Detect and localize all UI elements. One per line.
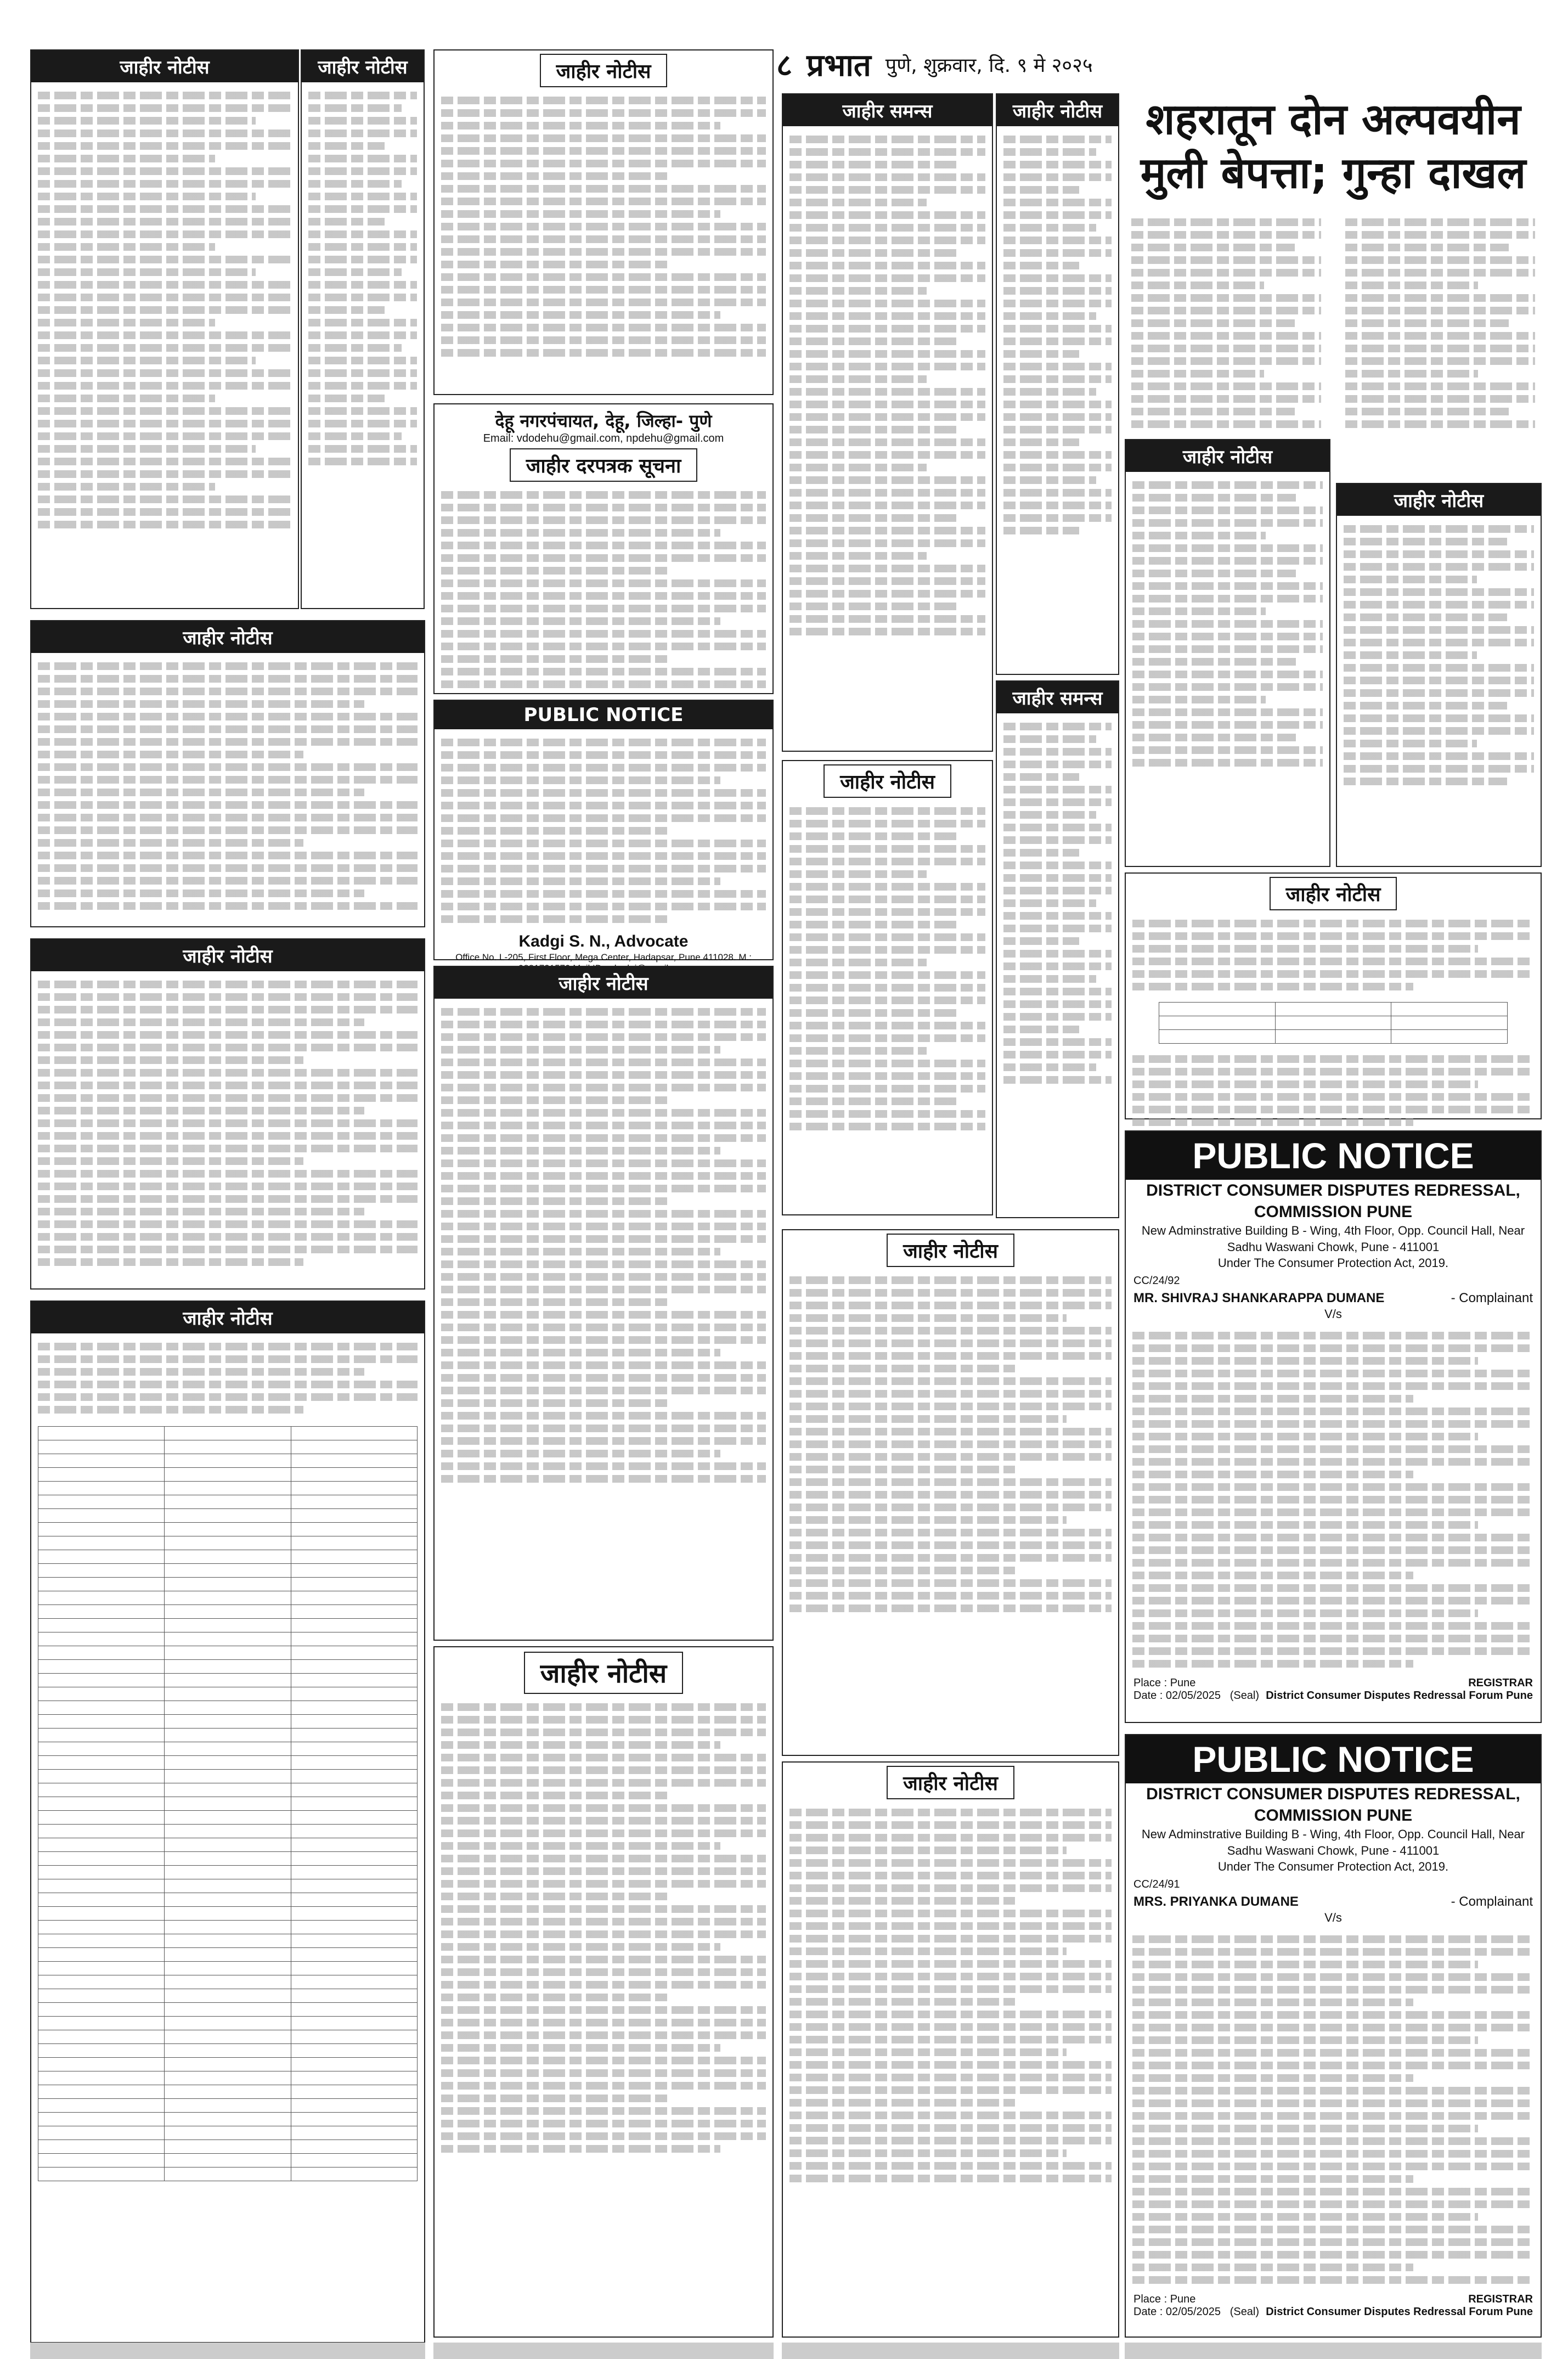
consumer-title: DISTRICT CONSUMER DISPUTES REDRESSAL, COMMISSION PUNE (1146, 1181, 1520, 1221)
footer-bar (1125, 2343, 1542, 2359)
newspaper-name: प्रभात (806, 48, 871, 83)
notice-heading: जाहीर नोटीस (31, 939, 424, 971)
complainant-label: - Complainant (1451, 1291, 1533, 1306)
public-notice-heading: PUBLIC NOTICE (1126, 1131, 1541, 1180)
registrar: REGISTRAR (1468, 2293, 1533, 2305)
place: Place : Pune (1133, 2293, 1196, 2305)
notice-heading: जाहीर नोटीस (31, 50, 298, 82)
notice-heading: जाहीर नोटीस (1337, 484, 1541, 516)
consumer-address: New Adminstrative Building B - Wing, 4th Floor, Opp. Council Hall, Near Sadhu Waswani Chowk, Pune - 411001 (1141, 1827, 1525, 1857)
place: Place : Pune (1133, 1676, 1196, 1689)
consumer-notice-2 (1125, 1734, 1542, 2338)
notice-heading: जाहीर नोटीस (524, 1652, 683, 1694)
samans-b (996, 680, 1119, 1218)
notice-heading: जाहीर नोटीस (302, 50, 424, 82)
notice-heading: जाहीर नोटीस (1126, 440, 1329, 472)
notice-col45-a (782, 1229, 1119, 1756)
case-number: CC/24/92 (1133, 1275, 1180, 1287)
notice-heading: जाहीर नोटीस (997, 94, 1118, 126)
seal: (Seal) (1229, 1689, 1260, 1702)
consumer-act: Under The Consumer Protection Act, 2019. (1217, 1256, 1449, 1270)
footer-bar (433, 2343, 774, 2359)
notice-col3-b (433, 966, 774, 1641)
dehu-subheading: जाहीर दरपत्रक सूचना (510, 448, 698, 482)
dehu-title: देहू नगरपंचायत, देहू, जिल्हा- पुणे (495, 410, 712, 431)
consumer-address: New Adminstrative Building B - Wing, 4th Floor, Opp. Council Hall, Near Sadhu Waswani Chowk, Pune - 411001 (1141, 1224, 1525, 1254)
notice-table (1159, 1002, 1508, 1044)
notice-heading: जाहीर नोटीस (540, 54, 668, 87)
news-headline: शहरातून दोन अल्पवयीन मुली बेपत्ता; गुन्हा दाखल (1140, 95, 1526, 198)
kadgi-signature: Kadgi S. N., Advocate (518, 932, 689, 950)
notice-col67-a (1125, 872, 1542, 1119)
notice-table-block (30, 1300, 425, 2343)
case-number: CC/24/91 (1133, 1878, 1180, 1891)
public-notice-heading: PUBLIC NOTICE (1126, 1735, 1541, 1783)
consumer-title: DISTRICT CONSUMER DISPUTES REDRESSAL, COMMISSION PUNE (1146, 1785, 1520, 1825)
notice-col7-a (1336, 483, 1542, 867)
samans-heading: जाहीर समन्स (783, 94, 992, 126)
notice-wide-b (30, 938, 425, 1290)
notice-col3-c (433, 1646, 774, 2338)
news-article (1125, 93, 1542, 433)
complainant-name: MR. SHIVRAJ SHANKARAPPA DUMANE (1133, 1291, 1385, 1306)
footer-bar (30, 2343, 425, 2359)
notice-heading: जाहीर नोटीस (824, 764, 951, 798)
dehu-notice (433, 403, 774, 694)
consumer-notice-1 (1125, 1130, 1542, 1723)
notice-col1-a (30, 49, 299, 609)
dehu-email: Email: vdodehu@gmail.com, npdehu@gmail.com (483, 432, 724, 444)
notice-col2-a (301, 49, 425, 609)
notice-heading: जाहीर नोटीस (1270, 877, 1397, 910)
complainant-label: - Complainant (1451, 1894, 1533, 1910)
notice-col5-a (996, 93, 1119, 675)
public-notice-heading: PUBLIC NOTICE (435, 701, 772, 729)
masthead (776, 45, 1555, 83)
consumer-act: Under The Consumer Protection Act, 2019. (1217, 1860, 1449, 1874)
notice-col45-b (782, 1761, 1119, 2338)
land-table (38, 1426, 418, 2181)
notice-heading: जाहीर नोटीस (31, 621, 424, 653)
samans-a (782, 93, 993, 752)
notice-heading: जाहीर नोटीस (31, 1302, 424, 1333)
kadgi-address: Office No. L-205, First Floor, Mega Center, Hadapsar, Pune 411028. M.: (455, 952, 752, 962)
public-notice-kadgi (433, 700, 774, 960)
notice-col4-a (782, 760, 993, 1215)
versus: V/s (1324, 1911, 1342, 1925)
footer-bar (782, 2343, 1119, 2359)
notice-heading: जाहीर नोटीस (887, 1766, 1014, 1799)
registrar: REGISTRAR (1468, 1676, 1533, 1689)
notice-col3-a (433, 49, 774, 395)
seal: (Seal) (1229, 2305, 1260, 2318)
registrar-sub: District Consumer Disputes Redressal Forum Pune (1266, 1689, 1533, 1702)
samans-heading: जाहीर समन्स (997, 682, 1118, 713)
complainant-name: MRS. PRIYANKA DUMANE (1133, 1894, 1299, 1910)
date: Date : 02/05/2025 (1133, 2305, 1221, 2318)
page-number: ८ (776, 48, 793, 83)
notice-wide-a (30, 620, 425, 927)
registrar-sub: District Consumer Disputes Redressal Forum Pune (1266, 2305, 1533, 2318)
notice-col6-a (1125, 439, 1330, 867)
versus: V/s (1324, 1307, 1342, 1321)
notice-heading: जाहीर नोटीस (887, 1234, 1014, 1267)
date: Date : 02/05/2025 (1133, 1689, 1221, 1702)
masthead-date: पुणे, शुक्रवार, दि. ९ मे २०२५ (885, 54, 1093, 77)
notice-heading: जाहीर नोटीस (435, 967, 772, 999)
